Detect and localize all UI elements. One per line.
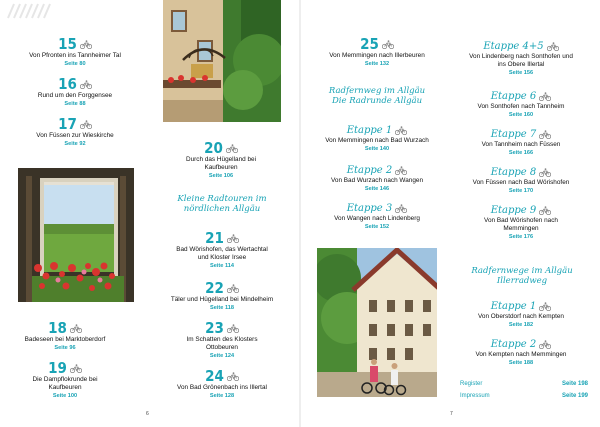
tour-title: Die Dampflokrunde bei Kaufbeuren	[32, 376, 98, 391]
tour-number: 17	[58, 115, 77, 133]
tour-page: Seite 176	[508, 234, 534, 240]
bicycle-icon	[547, 42, 559, 51]
tour-title: Von Oberstdorf nach Kempten	[478, 313, 564, 320]
register-label[interactable]: Register	[460, 381, 483, 387]
impressum-label[interactable]: Impressum	[460, 393, 490, 399]
town-cyclists-photo	[317, 248, 437, 397]
toc-etappe-9[interactable]	[446, 204, 596, 241]
tour-page: Seite 156	[508, 70, 534, 76]
tour-title: Im Schatten des Klosters Ottobeuren	[186, 336, 258, 351]
tour-page: Seite 128	[209, 393, 235, 399]
etappe-label: Etappe 2	[346, 165, 393, 176]
tour-page: Seite 118	[210, 305, 234, 311]
toc-entry-17[interactable]	[10, 116, 140, 148]
tour-page: Seite 80	[64, 61, 86, 67]
tour-title: Von Memmingen nach Illerbeuren	[329, 52, 425, 59]
tour-title: Von Tannheim nach Füssen	[481, 141, 561, 148]
bicycle-icon	[226, 144, 238, 153]
toc-entry-22[interactable]	[160, 280, 284, 312]
bicycle-icon	[539, 168, 551, 177]
building-sign-photo	[163, 0, 281, 122]
tour-title: Von Kempten nach Memmingen	[475, 351, 567, 358]
etappe-label: Etappe 1	[490, 301, 537, 312]
toc-entry-21[interactable]	[166, 230, 278, 270]
page-number-left: 6	[146, 411, 149, 417]
bicycle-icon	[70, 324, 82, 333]
bicycle-icon	[70, 364, 82, 373]
toc-entry-19[interactable]	[10, 360, 120, 400]
tour-number: 22	[205, 279, 224, 297]
etappe-label: Etappe 1	[346, 125, 393, 136]
bicycle-icon	[395, 126, 407, 135]
toc-entry-23[interactable]	[166, 320, 278, 360]
etappe-label: Etappe 6	[490, 91, 537, 102]
tour-page: Seite 160	[508, 112, 534, 118]
bicycle-icon	[539, 130, 551, 139]
toc-entry-16[interactable]	[10, 76, 140, 108]
tour-title: Von Füssen zur Wieskirche	[36, 132, 114, 139]
etappe-label: Etappe 8	[490, 167, 537, 178]
window-flowers-photo	[18, 168, 134, 302]
tour-number: 20	[204, 139, 223, 157]
tour-title: Rund um den Forggensee	[37, 92, 113, 99]
page-gutter	[299, 0, 301, 427]
section-title-nordliches-allgaeu: Kleine Radtouren im nördlichen Allgäu	[177, 194, 267, 214]
bicycle-icon	[382, 40, 394, 49]
toc-entry-25[interactable]	[312, 36, 442, 68]
tour-page: Seite 182	[508, 322, 534, 328]
bicycle-icon	[80, 120, 92, 129]
etappe-label: Etappe 3	[346, 203, 393, 214]
toc-entry-15[interactable]	[10, 36, 140, 68]
bicycle-icon	[395, 166, 407, 175]
bicycle-icon	[227, 234, 239, 243]
tour-title: Von Wangen nach Lindenberg	[334, 215, 420, 222]
toc-etappe-6[interactable]	[446, 90, 596, 119]
tour-title: Bad Wörishofen, das Wertachtal und Kloster Irsee	[176, 246, 268, 261]
register-page: Seite 198	[561, 381, 588, 387]
tour-number: 25	[360, 35, 379, 53]
tour-page: Seite 132	[364, 61, 390, 67]
impressum-page: Seite 199	[561, 393, 588, 399]
tour-number: 21	[205, 229, 224, 247]
tour-number: 24	[205, 367, 224, 385]
tour-page: Seite 170	[508, 188, 534, 194]
section-title-illerradweg: Radfernwege im Allgäu Illerradweg	[471, 266, 573, 286]
tour-page: Seite 140	[364, 146, 390, 152]
tour-number: 23	[205, 319, 224, 337]
bicycle-icon	[539, 340, 551, 349]
toc-etappe-8[interactable]	[446, 166, 596, 195]
toc-etappe-7[interactable]	[446, 128, 596, 157]
etappe-label: Etappe 7	[490, 129, 537, 140]
tour-page: Seite 88	[64, 101, 86, 107]
tire-track-decoration	[6, 0, 56, 22]
bicycle-icon	[227, 324, 239, 333]
toc-iller-etappe-1[interactable]	[446, 300, 596, 329]
tour-title: Badeseen bei Marktoberdorf	[24, 336, 106, 343]
toc-etappe-1[interactable]	[310, 124, 444, 153]
toc-entry-20[interactable]	[166, 140, 276, 180]
toc-entry-18[interactable]	[10, 320, 120, 352]
tour-number: 19	[48, 359, 67, 377]
tour-number: 18	[48, 319, 67, 337]
toc-etappe-4-5[interactable]	[446, 40, 596, 77]
tour-title: Durch das Hügelland bei Kaufbeuren	[186, 156, 256, 171]
tour-page: Seite 106	[208, 173, 234, 179]
tour-page: Seite 100	[52, 393, 78, 399]
bicycle-icon	[539, 302, 551, 311]
etappe-label: Etappe 4+5	[483, 41, 544, 52]
tour-title: Von Bad Wörishofen nach Memmingen	[484, 217, 558, 232]
tour-title: Von Füssen nach Bad Wörishofen	[472, 179, 570, 186]
bicycle-icon	[539, 92, 551, 101]
tour-page: Seite 188	[508, 360, 534, 366]
tour-page: Seite 96	[54, 345, 76, 351]
etappe-label: Etappe 2	[490, 339, 537, 350]
toc-etappe-2[interactable]	[310, 164, 444, 193]
toc-iller-etappe-2[interactable]	[446, 338, 596, 367]
toc-entry-24[interactable]	[160, 368, 284, 400]
tour-title: Von Bad Grönenbach ins Illertal	[177, 384, 267, 391]
toc-etappe-3[interactable]	[310, 202, 444, 231]
tour-title: Von Memmingen nach Bad Wurzach	[325, 137, 429, 144]
section-title-radrunde-allgaeu: Radfernweg im Allgäu Die Radrunde Allgäu	[328, 86, 426, 106]
bicycle-icon	[227, 372, 239, 381]
tour-title: Von Bad Wurzach nach Wangen	[330, 177, 423, 184]
bicycle-icon	[80, 40, 92, 49]
tour-title: Täler und Hügelland bei Mindelheim	[170, 296, 274, 303]
tour-page: Seite 92	[64, 141, 86, 147]
bicycle-icon	[227, 284, 239, 293]
tour-title: Von Lindenberg nach Sonthofen und ins Obere Illertal	[469, 53, 573, 68]
tour-number: 16	[58, 75, 77, 93]
bicycle-icon	[539, 206, 551, 215]
bicycle-icon	[80, 80, 92, 89]
tour-page: Seite 124	[209, 353, 235, 359]
tour-number: 15	[58, 35, 77, 53]
page-number-right: 7	[450, 411, 453, 417]
tour-page: Seite 152	[364, 224, 390, 230]
etappe-label: Etappe 9	[490, 205, 537, 216]
tour-page: Seite 166	[508, 150, 534, 156]
tour-page: Seite 114	[210, 263, 234, 269]
tour-title: Von Pfronten ins Tannheimer Tal	[29, 52, 121, 59]
bicycle-icon	[395, 204, 407, 213]
tour-title: Von Sonthofen nach Tannheim	[477, 103, 565, 110]
tour-page: Seite 146	[364, 186, 390, 192]
